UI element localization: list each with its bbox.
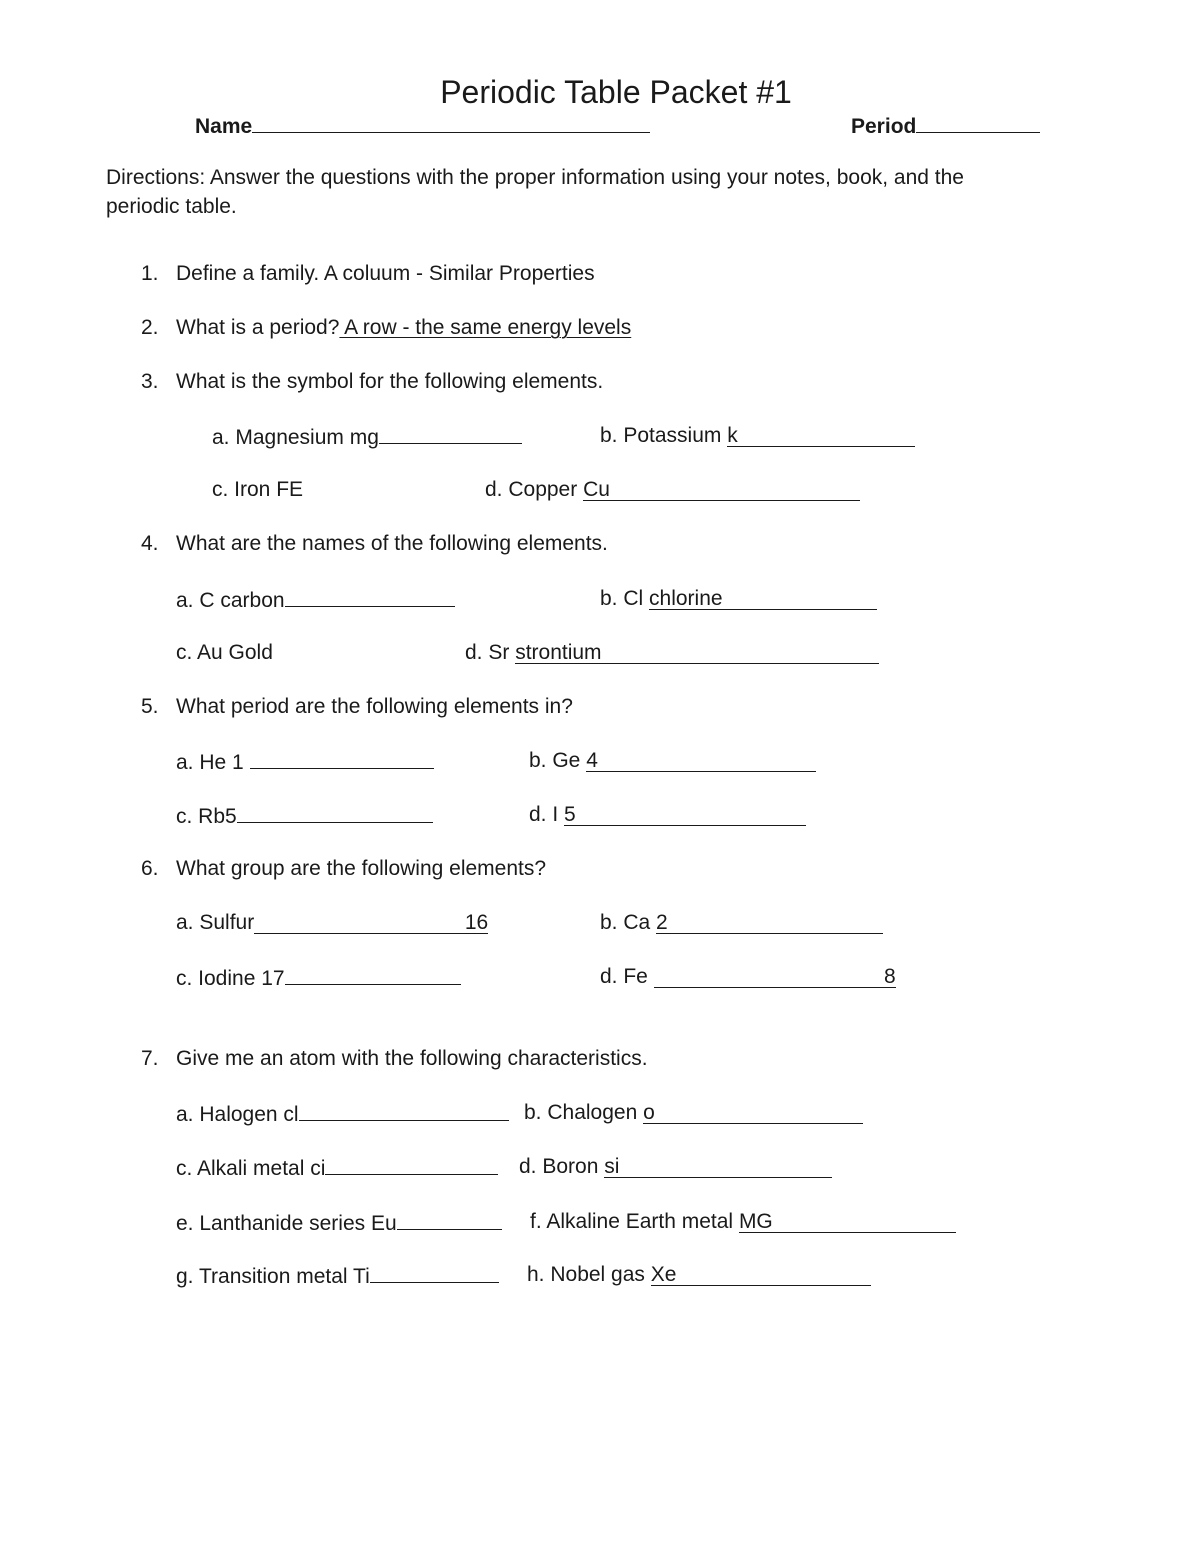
question-number: 5.	[141, 695, 159, 718]
q6-item-b: b. Ca 2	[600, 911, 883, 935]
directions-line-2: periodic table.	[106, 195, 237, 218]
question-number: 3.	[141, 370, 159, 393]
answer-blank[interactable]: 16	[254, 913, 488, 934]
q4-item-d: d. Sr strontium	[465, 641, 879, 665]
directions-line-1: Directions: Answer the questions with the proper information using your notes, book, and the	[106, 166, 964, 189]
q7-item-c: c. Alkali metal ci	[176, 1155, 498, 1181]
question-2-text: What is a period?	[176, 316, 340, 339]
q3-item-d: d. Copper Cu	[485, 478, 860, 502]
q5-item-d: d. I 5	[529, 803, 806, 827]
question-6-text: What group are the following elements?	[176, 857, 547, 880]
question-number: 1.	[141, 262, 159, 285]
q6-item-a: a. Sulfur 16	[176, 911, 489, 934]
question-5-text: What period are the following elements in?	[176, 695, 573, 718]
answer-blank[interactable]: o	[643, 1103, 863, 1124]
q6-item-d: d. Fe 8	[600, 965, 896, 988]
answer-blank[interactable]	[299, 1101, 509, 1121]
q7-item-f: f. Alkaline Earth metal MG	[530, 1210, 956, 1234]
answer-blank[interactable]: Cu	[583, 480, 860, 501]
question-number: 7.	[141, 1047, 159, 1070]
question-1-text: Define a family. A coluum - Similar Properties	[176, 262, 595, 285]
answer-blank[interactable]: 2	[656, 913, 883, 934]
answer-blank[interactable]	[325, 1155, 498, 1175]
name-label: Name	[195, 115, 253, 138]
answer-blank[interactable]: MG	[739, 1212, 956, 1233]
period-field	[851, 113, 1040, 139]
page-title: Periodic Table Packet #1	[440, 74, 792, 110]
q6-item-c: c. Iodine 17	[176, 965, 461, 991]
answer-blank[interactable]	[397, 1210, 502, 1230]
q3-item-b: b. Potassium k	[600, 424, 915, 448]
answer-blank[interactable]: Xe	[651, 1265, 871, 1286]
name-blank[interactable]	[252, 113, 650, 133]
q7-item-g: g. Transition metal Ti	[176, 1263, 499, 1289]
question-3-text: What is the symbol for the following elements.	[176, 370, 604, 393]
question-2	[176, 316, 631, 340]
question-2-answer[interactable]: A row - the same energy levels	[339, 316, 632, 339]
q5-item-b: b. Ge 4	[529, 749, 816, 773]
answer-blank[interactable]	[250, 749, 434, 769]
question-4-text: What are the names of the following elements.	[176, 532, 608, 555]
answer-blank[interactable]	[370, 1263, 499, 1283]
q3-item-a: a. Magnesium mg	[212, 424, 522, 450]
q4-item-b: b. Cl chlorine	[600, 587, 877, 611]
q3-item-c: c. Iron FE	[212, 478, 304, 501]
answer-blank[interactable]	[285, 587, 455, 607]
question-number: 2.	[141, 316, 159, 339]
q7-item-a: a. Halogen cl	[176, 1101, 509, 1127]
name-field	[195, 113, 650, 139]
answer-blank[interactable]: 8	[654, 967, 896, 988]
question-number: 6.	[141, 857, 159, 880]
answer-blank[interactable]	[285, 965, 461, 985]
question-number: 4.	[141, 532, 159, 555]
period-label: Period	[851, 115, 917, 138]
answer-blank[interactable]: si	[604, 1157, 832, 1178]
answer-blank[interactable]: 5	[564, 805, 806, 826]
q7-item-e: e. Lanthanide series Eu	[176, 1210, 502, 1236]
q5-item-c: c. Rb5	[176, 803, 433, 829]
q5-item-a: a. He 1	[176, 749, 434, 775]
answer-blank[interactable]	[379, 424, 522, 444]
answer-blank[interactable]	[237, 803, 433, 823]
q7-item-b: b. Chalogen o	[524, 1101, 863, 1125]
answer-blank[interactable]: strontium	[515, 643, 879, 664]
q4-item-a: a. C carbon	[176, 587, 455, 613]
answer-blank[interactable]: chlorine	[649, 589, 877, 610]
question-7-text: Give me an atom with the following characteristics.	[176, 1047, 648, 1070]
q7-item-h: h. Nobel gas Xe	[527, 1263, 871, 1287]
answer-blank[interactable]: k	[727, 426, 915, 447]
period-blank[interactable]	[916, 113, 1040, 133]
answer-blank[interactable]: 4	[586, 751, 816, 772]
q4-item-c: c. Au Gold	[176, 641, 273, 664]
q7-item-d: d. Boron si	[519, 1155, 832, 1179]
